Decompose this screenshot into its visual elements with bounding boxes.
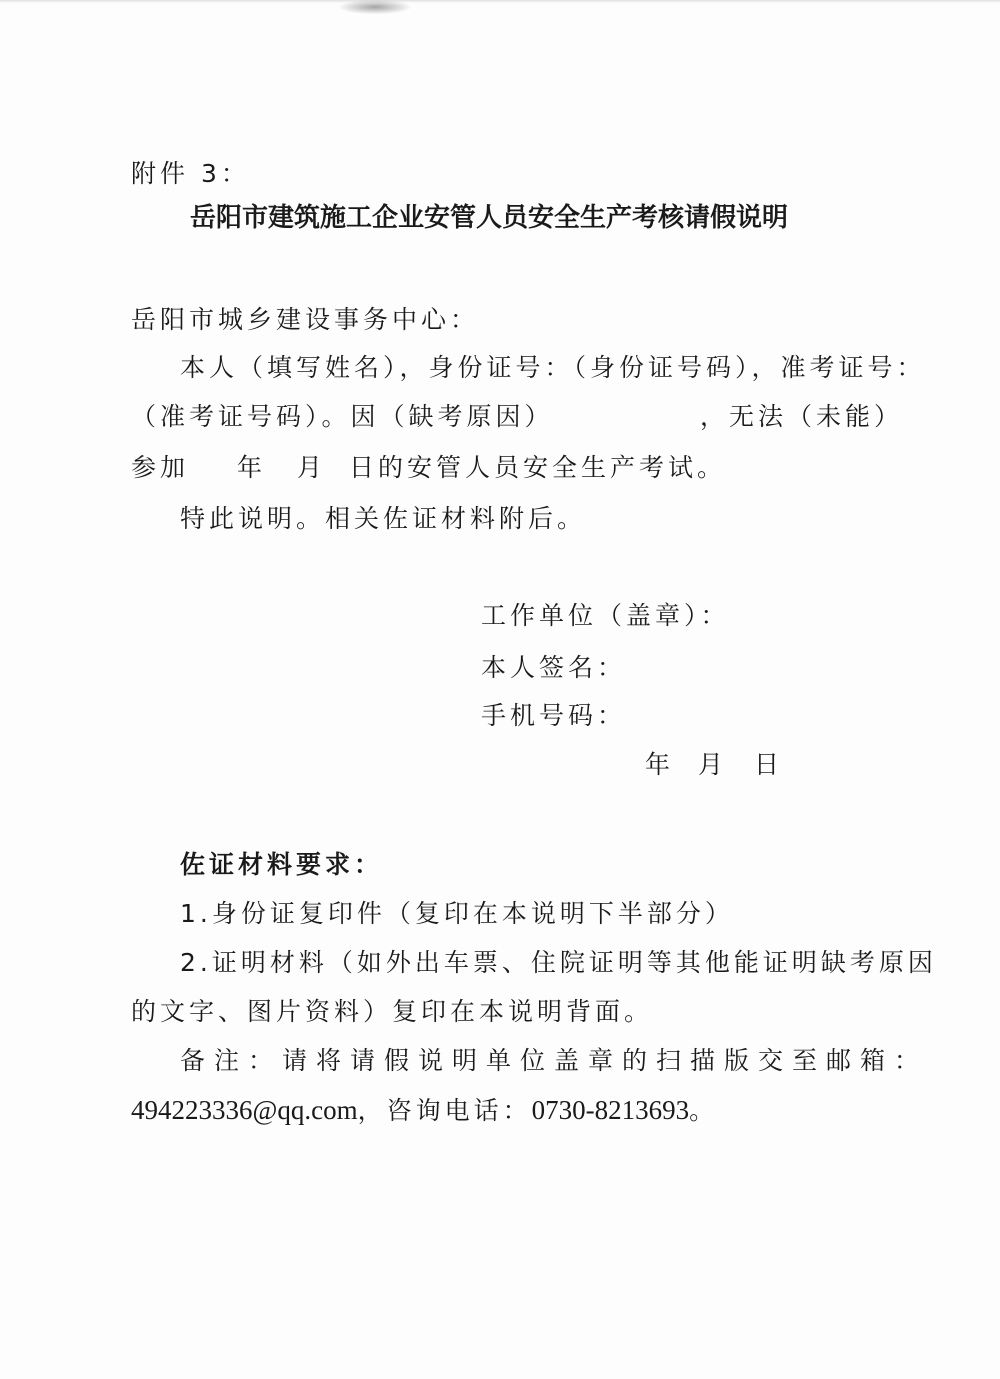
note-line-1: 备注：请将请假说明单位盖章的扫描版交至邮箱： <box>180 1046 929 1075</box>
phone-label: 手机号码： <box>481 701 627 730</box>
work-unit-label: 工作单位（盖章）： <box>481 601 730 630</box>
body-line-4: 特此说明。相关佐证材料附后。 <box>180 504 587 533</box>
date-year: 年 <box>645 750 675 779</box>
contact-email[interactable]: 494223336@qq.com <box>131 1095 358 1125</box>
requirement-item-1: 1.身份证复印件（复印在本说明下半部分） <box>180 899 734 928</box>
note-end-mark: 。 <box>689 1096 715 1125</box>
attachment-label: 附件 3： <box>131 159 250 188</box>
requirement-item-2-line-2: 的文字、图片资料）复印在本说明背面。 <box>131 997 654 1026</box>
document-title: 岳阳市建筑施工企业安管人员安全生产考核请假说明 <box>190 203 789 233</box>
requirement-item-2-line-1: 2.证明材料（如外出车票、住院证明等其他能证明缺考原因 <box>180 948 937 977</box>
body-line-3-end: 日的安管人员安全生产考试。 <box>349 453 727 482</box>
body-line-3-year: 年 <box>237 453 267 482</box>
body-line-3-start: 参加 <box>131 453 190 482</box>
body-line-2-end: ，无法（未能） <box>700 402 904 431</box>
date-month: 月 <box>698 750 728 779</box>
note-line-2 <box>131 1094 714 1127</box>
signature-label: 本人签名： <box>481 653 627 682</box>
body-line-2-start: （准考证号码）。因（缺考原因） <box>131 402 554 431</box>
note-phone-prefix: ，咨询电话： <box>357 1096 532 1125</box>
body-line-1: 本人（填写姓名），身份证号：（身份证号码），准考证号： <box>180 353 926 382</box>
requirements-heading: 佐证材料要求： <box>180 850 384 879</box>
scan-top-edge <box>0 0 1000 3</box>
scan-shadow-mark <box>340 0 410 14</box>
body-line-3-month: 月 <box>297 453 327 482</box>
addressee: 岳阳市城乡建设事务中心： <box>131 305 480 334</box>
date-day: 日 <box>754 750 784 779</box>
contact-phone[interactable]: 0730-8213693 <box>531 1095 690 1125</box>
